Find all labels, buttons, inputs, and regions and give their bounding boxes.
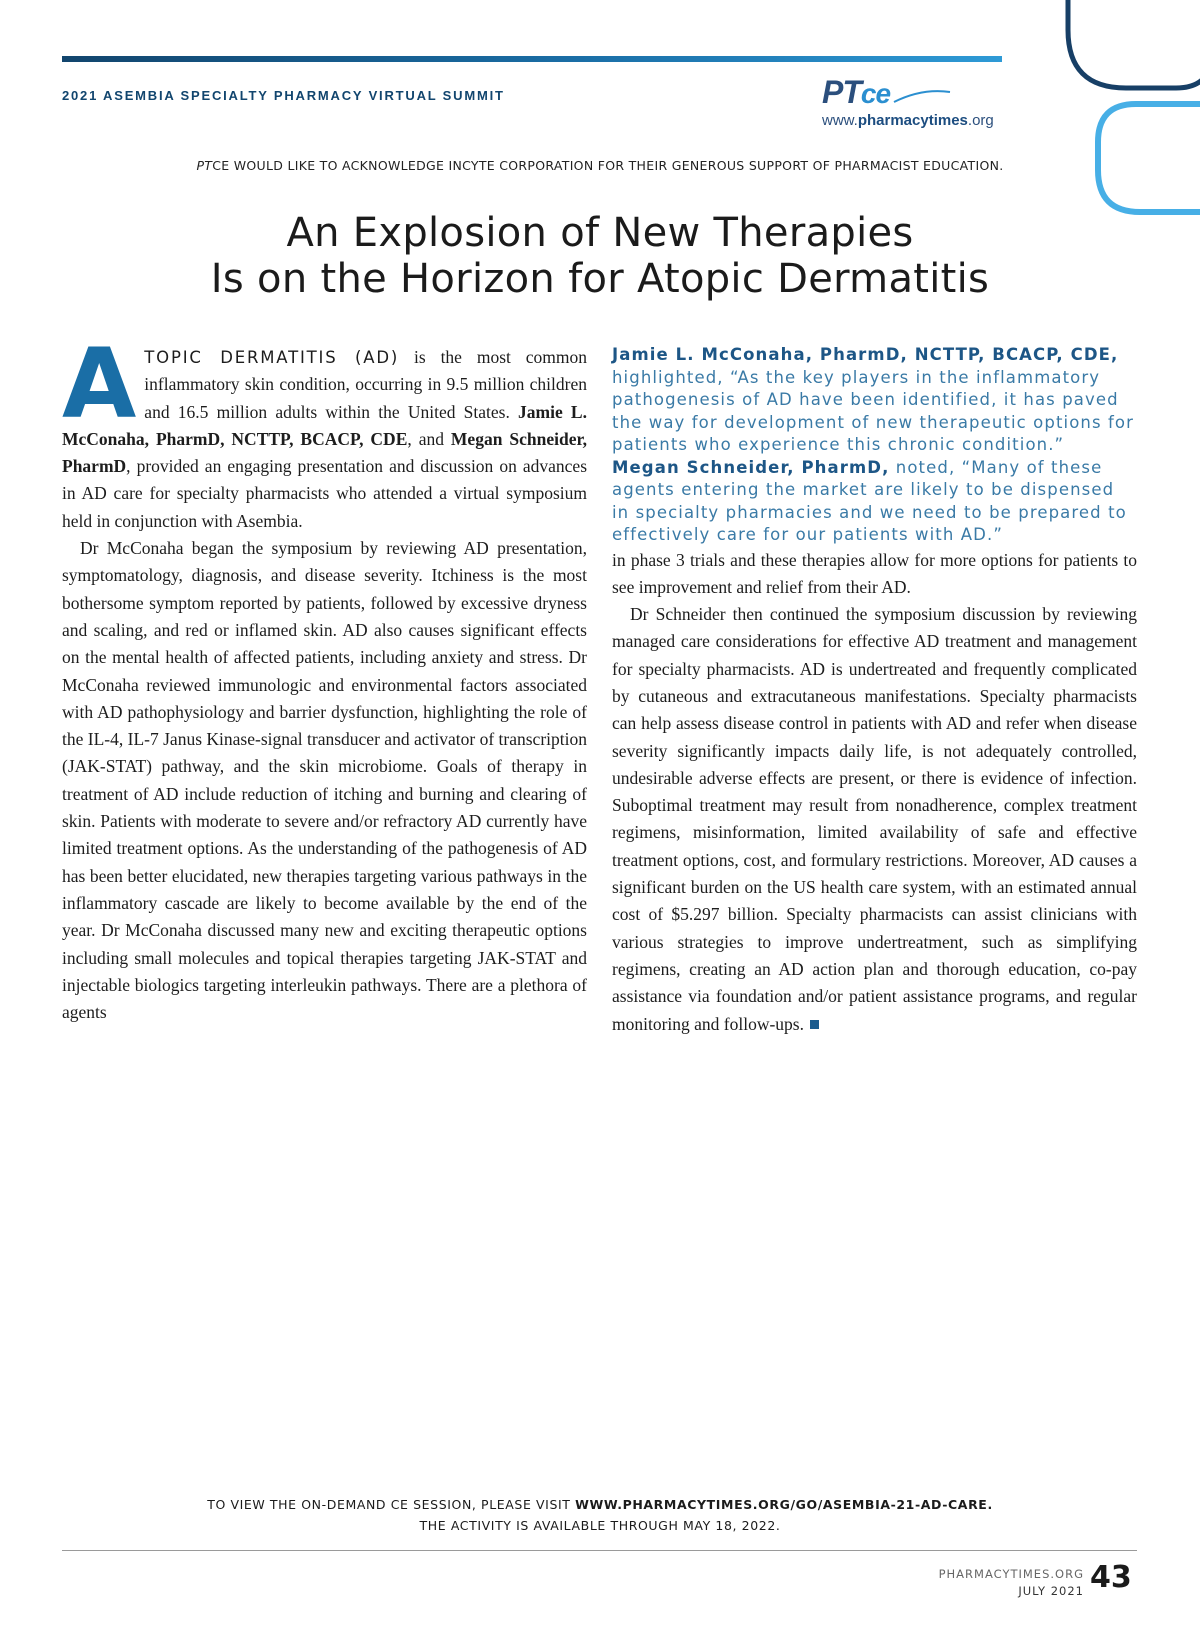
end-mark-icon bbox=[810, 1020, 819, 1029]
cta-availability: THE ACTIVITY IS AVAILABLE THROUGH MAY 18, 2022. bbox=[419, 1518, 781, 1533]
presenter-name-2: Megan Schneider, PharmD bbox=[62, 428, 587, 477]
footer-site: PHARMACYTIMES.ORG bbox=[938, 1567, 1084, 1581]
logo-suffix: ce bbox=[860, 78, 891, 109]
quote-2-text: noted, “Many of these agents entering the market are likely to be dispensed in specialty pharmacies and we need to be prepared to effectively care for our patients with AD.” bbox=[612, 457, 1127, 544]
intro-paragraph bbox=[62, 328, 588, 535]
right-column bbox=[612, 344, 1137, 1038]
article-title bbox=[0, 210, 1200, 302]
cta-block bbox=[0, 1494, 1200, 1536]
body-paragraph-2: Dr McConaha began the symposium by reviewing AD presentation, symptomatology, diagnosis, and disease severity. Itchiness is the most bothersome symptom reported by patients, followed by excessive dryness and scaling, and red or inflamed skin. AD also causes significant effects on the mental health of affected patients, including anxiety and stress. Dr McConaha reviewed immunologic and environmental factors associated with AD pathophysiology and barrier dysfunction, highlighting the role of the IL-4, IL-7 Janus Kinase-signal transducer and activator of transcription (JAK-STAT) pathway, and the skin microbiome. Goals of therapy in treatment of AD include reduction of itching and burning and clearing of skin. Patients with moderate to severe and/or refractory AD currently have limited treatment options. As the understanding of the pathogenesis of AD has been better elucidated, new therapies targeting various pathways in the inflammatory cascade are likely to become available by the end of the year. Dr McConaha discussed many new and exciting therapeutic options including small molecules and topical therapies targeting JAK-STAT and injectable biologics targeting interleukin pathways. There are a plethora of agents bbox=[62, 538, 587, 1023]
left-column bbox=[62, 328, 588, 1026]
footer-issue: JULY 2021 bbox=[1018, 1584, 1084, 1598]
logo-url-prefix: www. bbox=[822, 112, 858, 129]
ack-text: CE WOULD LIKE TO ACKNOWLEDGE INCYTE CORPORATION FOR THEIR GENEROUS SUPPORT OF PHARMACIST EDUCATION. bbox=[212, 158, 1004, 173]
intro-text-a: is the most common inflammatory skin condition, occurring in 9.5 million children and 16.5 million adults within the United States. bbox=[144, 347, 588, 422]
logo-url-suffix: .org bbox=[967, 112, 994, 129]
summit-label: 2021 ASEMBIA SPECIALTY PHARMACY VIRTUAL SUMMIT bbox=[62, 88, 505, 103]
body-paragraph-4-text: Dr Schneider then continued the symposium discussion by reviewing managed care considerations for effective AD treatment and management for specialty pharmacists. AD is undertreated and frequently complicated by cutaneous and extracutaneous manifestations. Specialty pharmacists can help assess disease control in patients with AD and refer when disease severity significantly impacts daily life, is not adequately controlled, undesirable adverse effects are present, or there is evidence of infection. Suboptimal treatment may result from nonadherence, complex treatment regimens, misinformation, limited availability of safe and effective treatment options, cost, and formulary restrictions. Moreover, AD causes a significant burden on the US health care system, with an estimated annual cost of $5.297 billion. Specialty pharmacists can assist clinicians with various strategies to improve undertreatment, such as simplifying regimens, creating an AD action plan and thorough education, co-pay assistance via foundation and/or patient assistance programs, and regular monitoring and follow-ups. bbox=[612, 604, 1137, 1034]
title-line-1: An Explosion of New Therapies bbox=[286, 210, 914, 256]
footer-meta bbox=[939, 1566, 1084, 1600]
quote-1-name: Jamie L. McConaha, PharmD, NCTTP, BCACP, CDE, bbox=[612, 345, 1119, 364]
lead-in: TOPIC DERMATITIS (AD) bbox=[144, 348, 400, 367]
cta-prefix: TO VIEW THE ON-DEMAND CE SESSION, PLEASE VISIT bbox=[207, 1497, 576, 1512]
logo-swoosh-icon bbox=[892, 86, 952, 106]
drop-cap: A bbox=[62, 328, 137, 440]
acknowledgment bbox=[0, 158, 1200, 173]
body-paragraph-3: in phase 3 trials and these therapies allow for more options for patients to see improvement and relief from their AD. bbox=[612, 549, 1137, 597]
quote-2-name: Megan Schneider, PharmD, bbox=[612, 457, 890, 477]
pull-quote-1 bbox=[612, 344, 1137, 457]
footer-rule bbox=[62, 1550, 1137, 1551]
ptce-logo[interactable] bbox=[822, 76, 1032, 136]
quote-1-text: highlighted, “As the key players in the inflammatory pathogenesis of AD have been identified, it has paved the way for development of new therapeutic options for patients who experience this chronic condition.” bbox=[612, 367, 1134, 454]
cta-url-link[interactable]: WWW.PHARMACYTIMES.ORG/GO/ASEMBIA-21-AD-CARE. bbox=[575, 1497, 993, 1512]
pull-quote-2 bbox=[612, 457, 1137, 547]
header-rule bbox=[62, 56, 1002, 62]
logo-url-domain: pharmacytimes bbox=[857, 112, 968, 129]
body-paragraph-4 bbox=[612, 601, 1137, 1038]
presenter-name-1: Jamie L. McConaha, PharmD, NCTTP, BCACP, CDE bbox=[62, 401, 587, 449]
intro-text-c: , provided an engaging presentation and discussion on advances in AD care for specialty pharmacists who attended a virtual symposium held in conjunction with Asembia. bbox=[62, 456, 587, 531]
logo-url bbox=[822, 112, 1032, 129]
ack-ptce: PT bbox=[196, 158, 213, 173]
title-line-2: Is on the Horizon for Atopic Dermatitis bbox=[210, 256, 990, 302]
navy-rounded-shape bbox=[1068, 0, 1200, 88]
logo-main: PT bbox=[822, 74, 861, 110]
page-number: 43 bbox=[1090, 1560, 1132, 1595]
intro-text-b: , and bbox=[407, 428, 451, 449]
